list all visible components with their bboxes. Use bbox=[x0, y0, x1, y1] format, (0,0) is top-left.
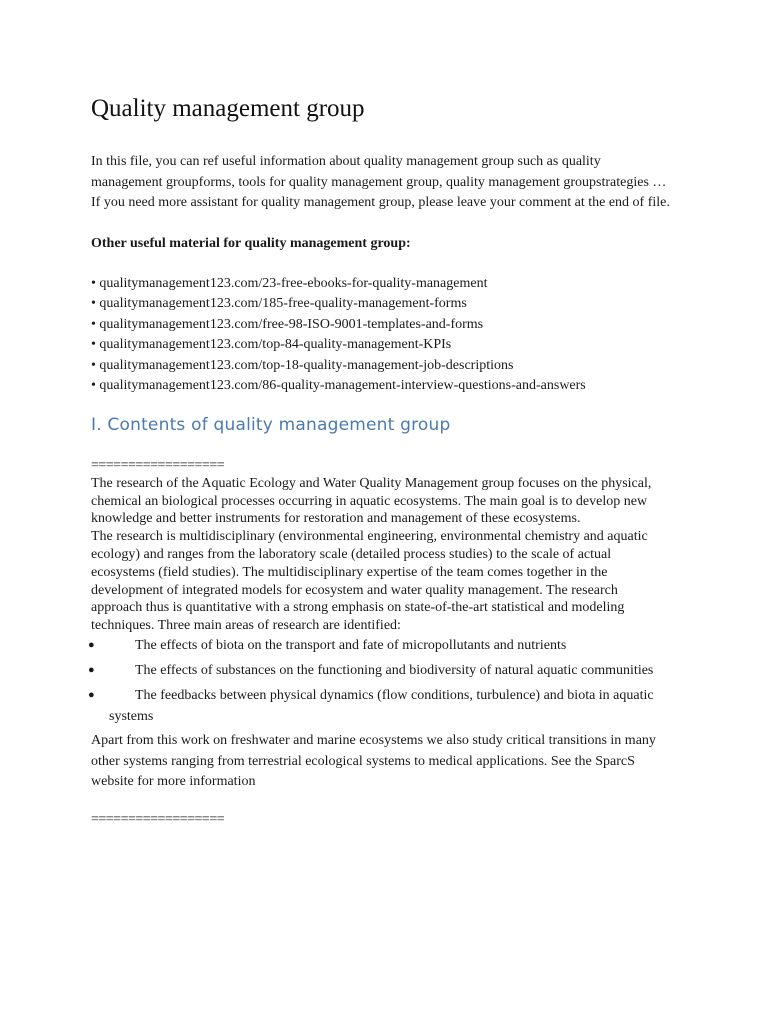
body-paragraph: The research of the Aquatic Ecology and Water Quality Management group focuses on the physical, chemical an biological processes occurring in aquatic ecosystems. The main goal is to develop new knowledge and better instruments for restoration and management of these ecosystems. bbox=[91, 475, 652, 527]
list-item bbox=[88, 685, 671, 727]
list-item-text: The feedbacks between physical dynamics (flow conditions, turbulence) and biota in aquatic systems bbox=[109, 687, 654, 724]
bullet-icon: ● bbox=[88, 663, 95, 676]
list-item bbox=[88, 635, 671, 656]
link-text[interactable]: qualitymanagement123.com/top-84-quality-management-KPIs bbox=[99, 337, 452, 353]
link-item[interactable] bbox=[91, 376, 671, 397]
separator-line-end: ================== bbox=[91, 811, 225, 827]
intro-paragraph: In this file, you can ref useful information about quality management group such as quality management groupforms, tools for quality management group, quality management groupstrategies … If you need more assistant for quality management group, please leave your comment at the end of file. bbox=[91, 154, 670, 211]
separator-line: ================== bbox=[91, 457, 225, 473]
closing-paragraph: Apart from this work on freshwater and marine ecosystems we also study critical transitions in many other systems ranging from terrestrial ecological systems to medical applications. See the SparcS website for more information bbox=[91, 732, 656, 790]
link-text[interactable]: qualitymanagement123.com/free-98-ISO-9001-templates-and-forms bbox=[99, 316, 484, 332]
research-areas-list bbox=[88, 635, 671, 727]
link-text[interactable]: qualitymanagement123.com/top-18-quality-management-job-descriptions bbox=[99, 357, 514, 373]
link-item[interactable] bbox=[91, 315, 671, 336]
link-text[interactable]: qualitymanagement123.com/86-quality-management-interview-questions-and-answers bbox=[99, 378, 586, 394]
body-paragraph: The research is multidisciplinary (environmental engineering, environmental chemistry and aquatic ecology) and ranges from the laboratory scale (detailed process studies) to the scale of actual ecosystems (field studies). The multidisciplinary expertise of the team comes together in the development of integrated models for ecosystem and water quality management. The research approach thus is quantitative with a strong emphasis on state-of-the-art statistical and modeling techniques. Three main areas of research are identified: bbox=[91, 529, 648, 634]
bullet-icon: ● bbox=[88, 688, 95, 701]
link-item[interactable] bbox=[91, 335, 671, 356]
link-item[interactable] bbox=[91, 356, 671, 377]
section-heading: I. Contents of quality management group bbox=[91, 414, 451, 435]
bullet-icon: ● bbox=[88, 638, 95, 651]
list-item bbox=[88, 660, 671, 681]
link-item[interactable] bbox=[91, 274, 671, 295]
link-text[interactable]: qualitymanagement123.com/23-free-ebooks-for-quality-management bbox=[99, 275, 488, 291]
list-item-text: The effects of biota on the transport and fate of micropollutants and nutrients bbox=[135, 637, 567, 653]
other-material-heading: Other useful material for quality management group: bbox=[91, 235, 411, 251]
link-text[interactable]: qualitymanagement123.com/185-free-quality-management-forms bbox=[99, 296, 467, 312]
list-item-text: The effects of substances on the functioning and biodiversity of natural aquatic communities bbox=[135, 662, 654, 678]
link-item[interactable] bbox=[91, 294, 671, 315]
useful-links-list bbox=[91, 274, 671, 397]
document-content bbox=[88, 92, 671, 829]
page-title: Quality management group bbox=[91, 95, 365, 122]
